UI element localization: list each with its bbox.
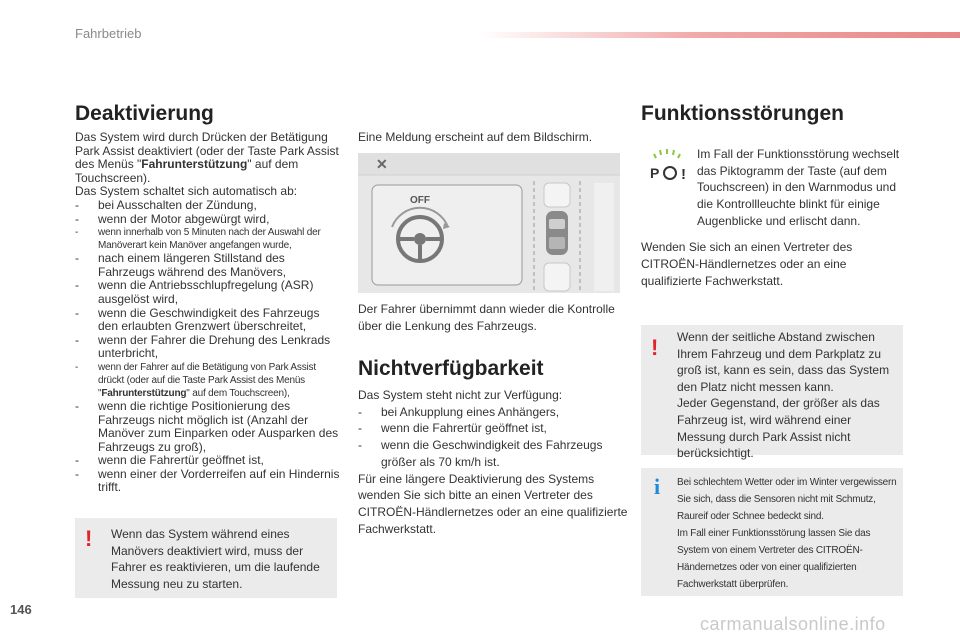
svg-text:!: ! [681,166,686,183]
driver-takes-over: Der Fahrer übernimmt dann wieder die Kontrolle über die Lenkung des Fahrzeugs. [358,302,615,333]
off-label: OFF [410,195,430,206]
malfunction-text: Im Fall der Funktionsstörung wechselt das Piktogramm der Taste (auf dem Touchscreen) in den Warnmodus und die Kontrollleuchte blinkt für einige Augenblicke und erlischt dann. [697,147,900,228]
close-icon: ✕ [376,156,388,172]
list-item: - wenn der Fahrer auf die Betätigung von Park Assist drückt (oder auf die Taste Park Assist des Menüs "Fahrunterstützung" auf dem Touchscreen), [75,361,341,400]
list-item: - wenn die Geschwindigkeit des Fahrzeugs größer als 70 km/h ist. [358,437,628,470]
screen-message: Eine Meldung erscheint auf dem Bildschirm. [358,130,593,144]
funktionsstoerungen-info-text: Bei schlechtem Wetter oder im Winter vergewissern Sie sich, dass die Sensoren nicht mit Schmutz, Raureif oder Schnee bedeckt sind. Im Fall einer Funktionsstörung lassen Sie das System von einem Vertreter des CITROËN-Händernetzes oder von einer qualifizierten Fachwerkstatt überprüfen. [677,477,897,590]
list-item: - wenn die Fahrertür geöffnet ist, [358,420,628,437]
nichtverfuegbarkeit-list [358,404,628,471]
warning-icon: ! [651,335,659,360]
list-item: - wenn der Motor abgewürgt wird, [75,213,341,227]
list-item: - bei Ausschalten der Zündung, [75,199,341,213]
list-item: - wenn die richtige Positionierung des Fahrzeugs nicht möglich ist (Anzahl der Manöver zum Einparken oder Ausparken des Fahrzeugs zu groß), [75,400,341,454]
list-item: - wenn innerhalb von 5 Minuten nach der Auswahl der Manöverart kein Manöver angefangen wurde, [75,226,341,252]
deaktivierung-intro: Das System wird durch Drücken der Betätigung Park Assist deaktiviert (oder der Taste Park Assist des Menüs "Fahrunterstützung" auf dem Touchscreen). [75,130,339,185]
nichtverfuegbarkeit-title: Nichtverfügbarkeit [358,357,544,380]
watermark: carmanualsonline.info [700,614,886,634]
deaktivierung-warning-box [75,518,337,598]
info-icon: i [654,474,661,499]
nichtverfuegbarkeit-intro: Das System steht nicht zur Verfügung: [358,388,563,402]
nichtverfuegbarkeit-outro: Für eine längere Deaktivierung des Systems wenden Sie sich bitte an einen Vertreter des CITROËN-Händlernetzes oder an eine qualifizierte Fachwerkstatt. [358,471,628,536]
funktionsstoerungen-warning-box [641,325,903,461]
warning-icon: ! [85,526,93,551]
park-assist-off-screen [358,153,620,293]
deaktivierung-title: Deaktivierung [75,102,214,125]
touchscreen-illustration [358,153,620,293]
list-item: - bei Ankupplung eines Anhängers, [358,404,628,421]
auto-off-list [75,199,341,495]
list-item: - wenn die Fahrertür geöffnet ist, [75,454,341,468]
auto-off-text: Das System schaltet sich automatisch ab: [75,184,298,199]
list-item: - wenn die Antriebsschlupfregelung (ASR) ausgelöst wird, [75,279,341,306]
list-item: - nach einem längeren Stillstand des Fahrzeugs während des Manövers, [75,252,341,279]
deaktivierung-body [75,131,341,495]
park-assist-warning-pictogram-icon [648,146,690,188]
list-item: - wenn die Geschwindigkeit des Fahrzeugs den erlaubten Grenzwert überschreitet, [75,307,341,334]
page-number: 146 [10,602,32,617]
deaktivierung-warning-text: Wenn das System während eines Manövers deaktiviert wird, muss der Fahrer es reaktivieren, um die laufende Messung neu zu starten. [111,527,320,591]
svg-text:P: P [650,165,660,181]
section-header: Fahrbetrieb [75,26,142,41]
funktionsstoerungen-title: Funktionsstörungen [641,102,844,125]
header-divider [480,32,960,38]
funktionsstoerungen-info-box [641,468,903,596]
list-item: - wenn einer der Vorderreifen auf ein Hindernis trifft. [75,468,341,495]
nichtverfuegbarkeit-body [358,387,628,537]
list-item: - wenn der Fahrer die Drehung des Lenkrads unterbricht, [75,334,341,361]
contact-text: Wenden Sie sich an einen Vertreter des CITROËN-Händlernetzes oder an eine qualifizierte Fachwerkstatt. [641,240,853,288]
funktionsstoerungen-warning-text: Wenn der seitliche Abstand zwischen Ihrem Fahrzeug und dem Parkplatz zu groß ist, kann es sein, dass das System den Platz nicht messen kann. Jeder Gegenstand, der größer als das Fahrzeug ist, wird während einer Messung durch Park Assist nicht berücksichtigt. [677,330,890,461]
